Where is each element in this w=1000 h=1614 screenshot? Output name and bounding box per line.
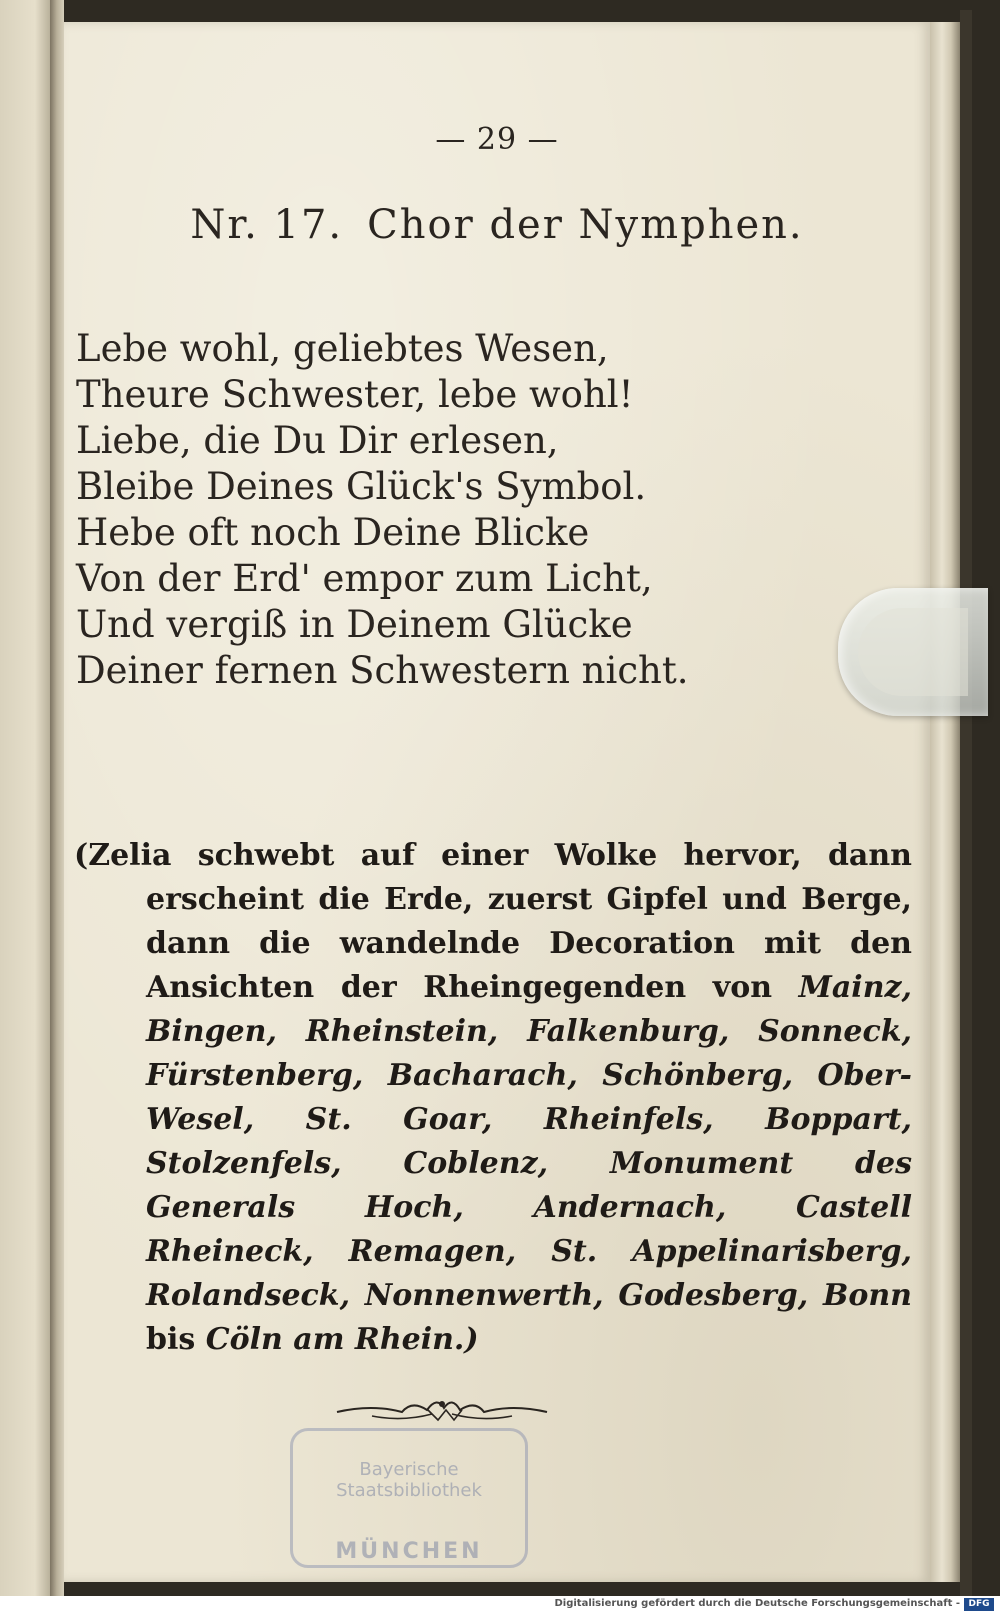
book-gutter — [50, 0, 64, 1605]
stage-direction — [74, 834, 912, 1362]
stamp-line-2: MÜNCHEN — [335, 1539, 483, 1564]
ornament-flourish-icon — [332, 1390, 552, 1430]
heading-number: Nr. 17. — [190, 202, 344, 248]
paper-clip-inner — [858, 608, 968, 696]
left-page-edge — [0, 0, 50, 1605]
dfg-logo-icon: DFG — [964, 1598, 994, 1611]
poem-line: Deiner fernen Schwestern nicht. — [76, 649, 689, 692]
section-heading — [64, 202, 930, 248]
book-cover-edge — [960, 10, 972, 1600]
poem-line: Und vergiß in Deinem Glücke — [76, 603, 633, 646]
paper-clip — [838, 588, 988, 716]
poem-line: Von der Erd' empor zum Licht, — [76, 557, 653, 600]
stage-direction-places: Mainz, Bingen, Rheinstein, Falkenburg, Sonneck, Fürstenberg, Bacharach, Schönberg, Ober-Wesel, St. Goar, Rheinfels, Boppart, Stolzenfels, Coblenz, Monument des Generals Hoch, Andernach, Castell Rheineck, Remagen, St. Appelinarisberg, Rolandseck, Nonnenwerth, Godesberg, Bonn — [146, 970, 912, 1313]
poem-stanza — [76, 326, 836, 694]
poem-line: Theure Schwester, lebe wohl! — [76, 373, 634, 416]
poem-line: Liebe, die Du Dir erlesen, — [76, 419, 559, 462]
stage-direction-intro: (Zelia schwebt auf einer Wolke hervor, dann erscheint die Erde, zuerst Gipfel und Berge, dann die wandelnde Decoration mit den Ansichten der Rheingegenden von — [74, 838, 912, 1005]
library-stamp — [290, 1428, 528, 1568]
poem-line: Lebe wohl, geliebtes Wesen, — [76, 327, 609, 370]
page-number: — 29 — — [435, 122, 559, 157]
heading-title: Chor der Nymphen. — [367, 202, 804, 248]
stamp-line-1: Bayerische Staatsbibliothek — [336, 1459, 482, 1501]
footer-credit: Digitalisierung gefördert durch die Deutsche Forschungsgemeinschaft - — [554, 1598, 960, 1609]
poem-line: Bleibe Deines Glück's Symbol. — [76, 465, 647, 508]
poem-line: Hebe oft noch Deine Blicke — [76, 511, 590, 554]
right-page-edges — [930, 22, 960, 1582]
book-page — [64, 22, 930, 1582]
stage-direction-end-place: Cöln am Rhein.) — [205, 1322, 479, 1357]
stage-direction-bis: bis — [146, 1322, 206, 1357]
